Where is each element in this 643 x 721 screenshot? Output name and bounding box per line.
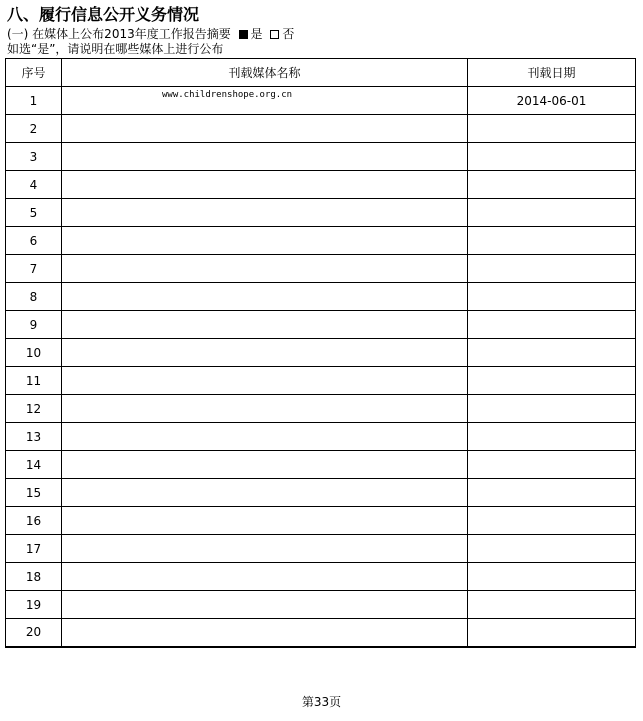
row-serial-number: 20 [6, 619, 62, 647]
row-media-name [62, 451, 468, 479]
row-media-name [62, 311, 468, 339]
row-serial-number: 11 [6, 367, 62, 395]
row-media-name [62, 283, 468, 311]
row-serial-number: 7 [6, 255, 62, 283]
table-row [6, 591, 636, 619]
table-row [6, 395, 636, 423]
row-media-name [62, 115, 468, 143]
row-publish-date [468, 619, 636, 647]
row-publish-date [468, 591, 636, 619]
row-publish-date [468, 115, 636, 143]
table-row [6, 87, 636, 115]
table-row [6, 479, 636, 507]
table-row [6, 367, 636, 395]
table-row [6, 451, 636, 479]
row-media-name [62, 479, 468, 507]
row-serial-number: 8 [6, 283, 62, 311]
page-number: 第33页 [301, 695, 342, 709]
row-publish-date [468, 255, 636, 283]
row-serial-number: 16 [6, 507, 62, 535]
table-row [6, 171, 636, 199]
publish-question-text: (一) 在媒体上公布2013年度工作报告摘要 [7, 27, 231, 41]
table-row [6, 255, 636, 283]
table-row [6, 115, 636, 143]
row-serial-number: 13 [6, 423, 62, 451]
table-row [6, 619, 636, 647]
row-publish-date [468, 143, 636, 171]
row-publish-date [468, 479, 636, 507]
table-row [6, 227, 636, 255]
header-publish-date: 刊载日期 [468, 59, 636, 87]
row-media-name [62, 255, 468, 283]
row-publish-date [468, 227, 636, 255]
row-serial-number: 6 [6, 227, 62, 255]
publish-question [7, 27, 294, 42]
row-serial-number: 4 [6, 171, 62, 199]
row-publish-date [468, 171, 636, 199]
row-media-name [62, 535, 468, 563]
row-media-name [62, 563, 468, 591]
table-row [6, 507, 636, 535]
media-publication-table [5, 58, 636, 648]
yes-label: 是 [250, 27, 263, 41]
row-media-name [62, 171, 468, 199]
row-serial-number: 5 [6, 199, 62, 227]
row-publish-date [468, 283, 636, 311]
row-publish-date: 2014-06-01 [468, 87, 636, 115]
table-row [6, 143, 636, 171]
header-serial-number: 序号 [6, 59, 62, 87]
yes-checkbox-checked-icon[interactable] [239, 30, 248, 39]
row-publish-date [468, 423, 636, 451]
row-serial-number: 3 [6, 143, 62, 171]
row-media-name [62, 507, 468, 535]
row-publish-date [468, 451, 636, 479]
table-row [6, 283, 636, 311]
row-media-name [62, 367, 468, 395]
row-serial-number: 2 [6, 115, 62, 143]
row-media-name [62, 143, 468, 171]
row-media-name [62, 591, 468, 619]
no-label: 否 [282, 27, 295, 41]
section-title: 八、履行信息公开义务情况 [7, 5, 200, 24]
row-serial-number: 1 [6, 87, 62, 115]
row-serial-number: 10 [6, 339, 62, 367]
row-publish-date [468, 563, 636, 591]
row-publish-date [468, 339, 636, 367]
no-checkbox-unchecked-icon[interactable] [270, 30, 279, 39]
row-serial-number: 14 [6, 451, 62, 479]
table-row [6, 199, 636, 227]
row-serial-number: 9 [6, 311, 62, 339]
row-media-name [62, 619, 468, 647]
row-media-name [62, 199, 468, 227]
table-row [6, 423, 636, 451]
row-publish-date [468, 535, 636, 563]
row-serial-number: 18 [6, 563, 62, 591]
row-serial-number: 15 [6, 479, 62, 507]
row-publish-date [468, 395, 636, 423]
row-media-name [62, 395, 468, 423]
table-row [6, 535, 636, 563]
row-media-name [62, 339, 468, 367]
table-row [6, 563, 636, 591]
row-serial-number: 19 [6, 591, 62, 619]
row-publish-date [468, 367, 636, 395]
table-row [6, 339, 636, 367]
row-publish-date [468, 311, 636, 339]
row-media-name [62, 423, 468, 451]
row-serial-number: 17 [6, 535, 62, 563]
row-publish-date [468, 507, 636, 535]
table-row [6, 311, 636, 339]
row-media-name: www.childrenshope.org.cn [62, 87, 468, 115]
instruction-text: 如选“是”，请说明在哪些媒体上进行公布 [7, 42, 224, 56]
header-media-name: 刊载媒体名称 [62, 59, 468, 87]
row-media-name [62, 227, 468, 255]
row-publish-date [468, 199, 636, 227]
row-serial-number: 12 [6, 395, 62, 423]
table-header-row [6, 59, 636, 87]
